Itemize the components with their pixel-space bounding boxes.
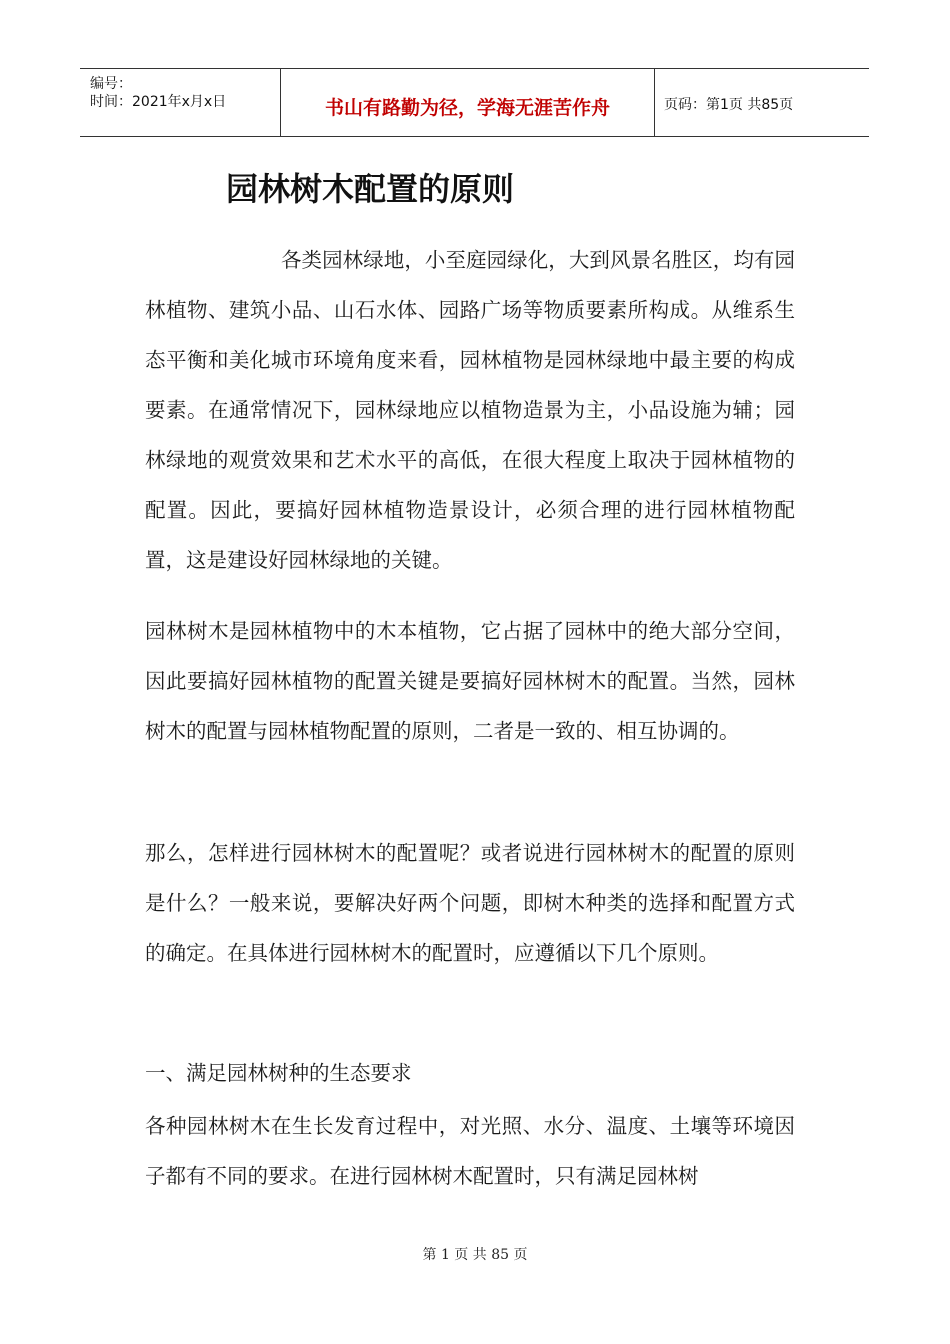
motto-text: 书山有路勤为径，学海无涯苦作舟 [324, 97, 610, 119]
page-header [80, 68, 869, 137]
number-label: 编号： [90, 76, 132, 92]
paragraph-question: 那么，怎样进行园林树木的配置呢？或者说进行园林树木的配置的原则是什么？一般来说，要解决好两个问题，即树木种类的选择和配置方式的确定。在具体进行园林树木的配置时，应遵循以下几个原则。 [145, 841, 795, 965]
header-motto-cell [280, 69, 655, 136]
header-left-cell [80, 69, 280, 136]
document-title: 园林树木配置的原则 [226, 170, 515, 208]
page-footer: 第 1 页 共 85 页 [422, 1247, 528, 1263]
paragraph-intro: 各类园林绿地，小至庭园绿化，大到风景名胜区，均有园林植物、建筑小品、山石水体、园路广场等物质要素所构成。从维系生态平衡和美化城市环境角度来看，园林植物是园林绿地中最主要的构成要素。在通常情况下，园林绿地应以植物造景为主，小品设施为辅；园林绿地的观赏效果和艺术水平的高低，在很大程度上取决于园林植物的配置。因此，要搞好园林植物造景设计，必须合理的进行园林植物配置，这是建设好园林绿地的关键。 [145, 248, 795, 572]
header-right-cell [654, 69, 869, 136]
date-label: 时间：2021年x月x日 [90, 94, 227, 110]
paragraph-trees: 园林树木是园林植物中的木本植物，它占据了园林中的绝大部分空间，因此要搞好园林植物的配置关键是要搞好园林树木的配置。当然，园林树木的配置与园林植物配置的原则，二者是一致的、相互协调的。 [145, 619, 795, 743]
section-paragraph: 各种园林树木在生长发育过程中，对光照、水分、温度、土壤等环境因子都有不同的要求。在进行园林树木配置时，只有满足园林树 [145, 1114, 795, 1188]
page-info: 页码：第1页 共85页 [664, 97, 794, 113]
section-heading: 一、满足园林树种的生态要求 [145, 1061, 412, 1085]
